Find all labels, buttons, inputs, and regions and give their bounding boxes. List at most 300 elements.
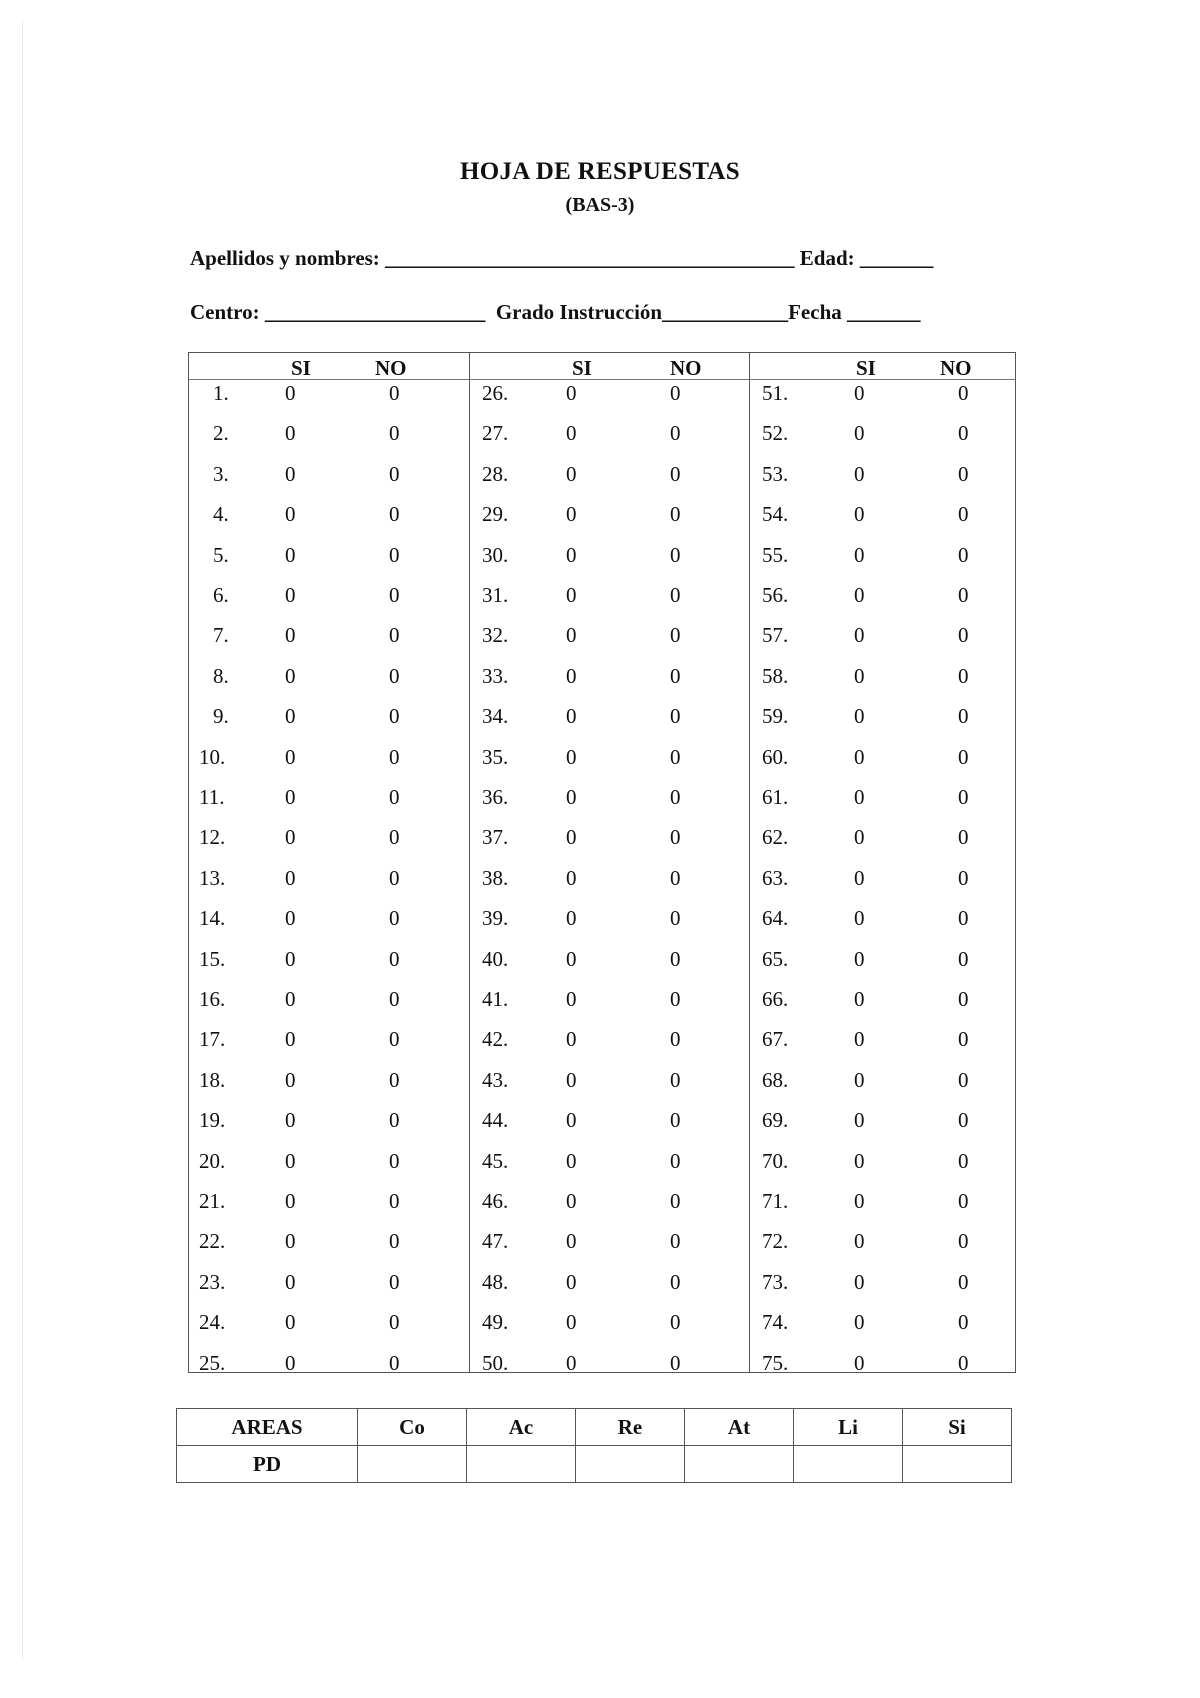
- answer-row: [750, 1066, 1018, 1094]
- answer-row: [470, 460, 750, 488]
- answer-row: [750, 621, 1018, 649]
- column-header-no: NO: [375, 356, 407, 380]
- question-number: 56.: [762, 583, 789, 607]
- answer-no-bubble[interactable]: 0: [670, 1269, 681, 1294]
- question-number: 36.: [482, 785, 509, 809]
- area-co: Co: [358, 1409, 467, 1446]
- answer-no-bubble[interactable]: 0: [670, 542, 681, 567]
- question-number: 27.: [482, 421, 509, 446]
- answer-row: [750, 1308, 1018, 1336]
- answer-row: [189, 379, 469, 407]
- answer-row: [470, 581, 750, 609]
- answer-si-bubble[interactable]: 0: [285, 663, 296, 688]
- answer-row: [470, 1227, 750, 1255]
- answer-row: [470, 904, 750, 932]
- question-number: 42.: [482, 1027, 509, 1052]
- answer-si-bubble[interactable]: 0: [285, 1310, 296, 1335]
- question-number: 52.: [762, 421, 789, 446]
- answer-no-bubble[interactable]: 0: [389, 1269, 400, 1294]
- areas-pd-row: [177, 1446, 1012, 1483]
- answer-si-bubble[interactable]: 0: [285, 785, 296, 809]
- answer-row: [189, 1227, 469, 1255]
- question-number: 9.: [213, 704, 229, 729]
- question-number: 38.: [482, 865, 509, 890]
- answer-si-bubble[interactable]: 0: [854, 421, 865, 446]
- answer-row: [189, 864, 469, 892]
- answer-row: [750, 1349, 1018, 1377]
- answer-no-bubble[interactable]: 0: [389, 865, 400, 890]
- question-number: 15.: [199, 946, 226, 971]
- answer-si-bubble[interactable]: 0: [285, 461, 296, 486]
- question-number: 23.: [199, 1269, 226, 1294]
- answer-no-bubble[interactable]: 0: [958, 987, 969, 1011]
- question-number: 22.: [199, 1229, 226, 1254]
- answer-no-bubble[interactable]: 0: [389, 1310, 400, 1335]
- answer-si-bubble[interactable]: 0: [854, 542, 865, 567]
- answer-si-bubble[interactable]: 0: [854, 785, 865, 809]
- answer-si-bubble[interactable]: 0: [285, 1108, 296, 1133]
- answer-row: [750, 581, 1018, 609]
- answer-si-bubble[interactable]: 0: [285, 1067, 296, 1092]
- answer-row: [470, 864, 750, 892]
- answer-si-bubble[interactable]: 0: [566, 1027, 577, 1052]
- question-number: 67.: [762, 1027, 789, 1052]
- answer-no-bubble[interactable]: 0: [670, 461, 681, 486]
- areas-label: AREAS: [177, 1409, 358, 1446]
- page-edge: [22, 20, 23, 1660]
- answer-row: [470, 419, 750, 447]
- answer-si-bubble[interactable]: 0: [854, 1108, 865, 1133]
- answer-no-bubble[interactable]: 0: [389, 946, 400, 971]
- answer-no-bubble[interactable]: 0: [670, 1027, 681, 1052]
- area-ac: Ac: [467, 1409, 576, 1446]
- answer-no-bubble[interactable]: 0: [958, 1189, 969, 1213]
- answer-si-bubble[interactable]: 0: [854, 906, 865, 931]
- question-number: 61.: [762, 785, 789, 809]
- answer-si-bubble[interactable]: 0: [854, 623, 865, 648]
- question-number: 33.: [482, 663, 509, 688]
- page-subtitle: (BAS-3): [565, 194, 635, 216]
- answer-no-bubble[interactable]: 0: [958, 583, 969, 607]
- question-number: 40.: [482, 946, 509, 971]
- answer-no-bubble[interactable]: 0: [670, 987, 681, 1011]
- answer-row: [470, 783, 750, 811]
- answer-si-bubble[interactable]: 0: [566, 623, 577, 648]
- answer-no-bubble[interactable]: 0: [958, 865, 969, 890]
- answer-si-bubble[interactable]: 0: [566, 865, 577, 890]
- answer-si-bubble[interactable]: 0: [566, 946, 577, 971]
- answer-no-bubble[interactable]: 0: [958, 663, 969, 688]
- answer-si-bubble[interactable]: 0: [566, 421, 577, 446]
- answer-si-bubble[interactable]: 0: [566, 583, 577, 607]
- question-number: 13.: [199, 865, 226, 890]
- answer-row: [189, 1147, 469, 1175]
- question-number: 75.: [762, 1350, 789, 1375]
- answer-si-bubble[interactable]: 0: [566, 987, 577, 1011]
- answer-row: [750, 985, 1018, 1013]
- answer-si-bubble[interactable]: 0: [854, 663, 865, 688]
- question-number: 39.: [482, 906, 509, 931]
- question-number: 46.: [482, 1189, 509, 1213]
- answer-si-bubble[interactable]: 0: [285, 987, 296, 1011]
- answer-no-bubble[interactable]: 0: [958, 623, 969, 648]
- answer-si-bubble[interactable]: 0: [566, 381, 577, 405]
- answer-row: [750, 460, 1018, 488]
- answer-row: [470, 379, 750, 407]
- column-header-no: NO: [940, 356, 972, 380]
- column-header-si: SI: [856, 356, 876, 380]
- question-number: 32.: [482, 623, 509, 648]
- answer-no-bubble[interactable]: 0: [670, 1108, 681, 1133]
- answer-si-bubble[interactable]: 0: [854, 1148, 865, 1173]
- answer-si-bubble[interactable]: 0: [854, 1067, 865, 1092]
- answer-no-bubble[interactable]: 0: [958, 421, 969, 446]
- question-number: 54.: [762, 502, 789, 527]
- answer-row: [189, 500, 469, 528]
- question-number: 6.: [213, 583, 229, 607]
- answer-row: [470, 662, 750, 690]
- answer-row: [470, 985, 750, 1013]
- question-number: 45.: [482, 1148, 509, 1173]
- answer-row: [750, 945, 1018, 973]
- answer-si-bubble[interactable]: 0: [854, 825, 865, 850]
- answer-no-bubble[interactable]: 0: [389, 1108, 400, 1133]
- question-number: 71.: [762, 1189, 789, 1213]
- answer-no-bubble[interactable]: 0: [670, 1067, 681, 1092]
- answer-no-bubble[interactable]: 0: [389, 704, 400, 729]
- answer-no-bubble[interactable]: 0: [958, 1027, 969, 1052]
- answer-row: [470, 1106, 750, 1134]
- answer-si-bubble[interactable]: 0: [566, 785, 577, 809]
- answer-column-1: [189, 353, 469, 1375]
- pd-label: PD: [177, 1446, 358, 1483]
- answer-no-bubble[interactable]: 0: [389, 1067, 400, 1092]
- question-number: 3.: [213, 461, 229, 486]
- answer-si-bubble[interactable]: 0: [566, 1350, 577, 1375]
- answer-no-bubble[interactable]: 0: [958, 1310, 969, 1335]
- question-number: 64.: [762, 906, 789, 931]
- answer-row: [189, 1187, 469, 1215]
- answer-no-bubble[interactable]: 0: [670, 502, 681, 527]
- answer-no-bubble[interactable]: 0: [958, 1148, 969, 1173]
- answer-no-bubble[interactable]: 0: [670, 825, 681, 850]
- answer-row: [470, 743, 750, 771]
- answer-row: [470, 1349, 750, 1377]
- question-number: 20.: [199, 1148, 226, 1173]
- area-li: Li: [794, 1409, 903, 1446]
- question-number: 48.: [482, 1269, 509, 1294]
- question-number: 72.: [762, 1229, 789, 1254]
- answer-no-bubble[interactable]: 0: [670, 906, 681, 931]
- answer-no-bubble[interactable]: 0: [958, 906, 969, 931]
- pd-at-input[interactable]: [685, 1446, 794, 1483]
- answer-no-bubble[interactable]: 0: [389, 1229, 400, 1254]
- answer-no-bubble[interactable]: 0: [958, 1350, 969, 1375]
- question-number: 16.: [199, 987, 226, 1011]
- question-number: 70.: [762, 1148, 789, 1173]
- answer-no-bubble[interactable]: 0: [389, 785, 400, 809]
- answer-si-bubble[interactable]: 0: [854, 987, 865, 1011]
- answer-si-bubble[interactable]: 0: [285, 381, 296, 405]
- column-header-si: SI: [291, 356, 311, 380]
- answer-row: [750, 541, 1018, 569]
- answer-no-bubble[interactable]: 0: [958, 461, 969, 486]
- answer-si-bubble[interactable]: 0: [285, 946, 296, 971]
- answer-no-bubble[interactable]: 0: [958, 1108, 969, 1133]
- answer-si-bubble[interactable]: 0: [854, 502, 865, 527]
- question-number: 69.: [762, 1108, 789, 1133]
- answer-no-bubble[interactable]: 0: [389, 825, 400, 850]
- answer-si-bubble[interactable]: 0: [285, 583, 296, 607]
- answer-no-bubble[interactable]: 0: [670, 381, 681, 405]
- answer-si-bubble[interactable]: 0: [854, 1229, 865, 1254]
- answer-si-bubble[interactable]: 0: [285, 1269, 296, 1294]
- question-number: 37.: [482, 825, 509, 850]
- answer-grid: [188, 352, 1016, 1373]
- pd-ac-input[interactable]: [467, 1446, 576, 1483]
- answer-si-bubble[interactable]: 0: [285, 744, 296, 769]
- answer-no-bubble[interactable]: 0: [958, 744, 969, 769]
- answer-si-bubble[interactable]: 0: [285, 865, 296, 890]
- question-number: 43.: [482, 1067, 509, 1092]
- answer-row: [189, 1106, 469, 1134]
- question-number: 12.: [199, 825, 226, 850]
- answer-no-bubble[interactable]: 0: [389, 1189, 400, 1213]
- answer-si-bubble[interactable]: 0: [566, 542, 577, 567]
- question-number: 7.: [213, 623, 229, 648]
- answer-si-bubble[interactable]: 0: [285, 1027, 296, 1052]
- answer-si-bubble[interactable]: 0: [854, 865, 865, 890]
- answer-no-bubble[interactable]: 0: [389, 381, 400, 405]
- answer-si-bubble[interactable]: 0: [285, 421, 296, 446]
- answer-si-bubble[interactable]: 0: [854, 1189, 865, 1213]
- answer-no-bubble[interactable]: 0: [670, 1189, 681, 1213]
- answer-si-bubble[interactable]: 0: [566, 1229, 577, 1254]
- answer-no-bubble[interactable]: 0: [958, 381, 969, 405]
- answer-no-bubble[interactable]: 0: [389, 1027, 400, 1052]
- area-at: At: [685, 1409, 794, 1446]
- answer-si-bubble[interactable]: 0: [566, 502, 577, 527]
- answer-no-bubble[interactable]: 0: [670, 421, 681, 446]
- answer-si-bubble[interactable]: 0: [285, 1189, 296, 1213]
- answer-no-bubble[interactable]: 0: [670, 1310, 681, 1335]
- question-number: 41.: [482, 987, 509, 1011]
- answer-si-bubble[interactable]: 0: [566, 663, 577, 688]
- answer-no-bubble[interactable]: 0: [958, 946, 969, 971]
- answer-si-bubble[interactable]: 0: [854, 381, 865, 405]
- answer-row: [750, 1187, 1018, 1215]
- question-number: 65.: [762, 946, 789, 971]
- answer-si-bubble[interactable]: 0: [854, 583, 865, 607]
- answer-row: [750, 702, 1018, 730]
- question-number: 10.: [199, 744, 226, 769]
- answer-no-bubble[interactable]: 0: [958, 825, 969, 850]
- question-number: 60.: [762, 744, 789, 769]
- answer-si-bubble[interactable]: 0: [566, 1269, 577, 1294]
- answer-si-bubble[interactable]: 0: [566, 1108, 577, 1133]
- answer-row: [189, 419, 469, 447]
- answer-row: [750, 1025, 1018, 1053]
- question-number: 66.: [762, 987, 789, 1011]
- answer-column-2: [469, 353, 750, 1375]
- answer-row: [750, 379, 1018, 407]
- answer-row: [189, 702, 469, 730]
- answer-no-bubble[interactable]: 0: [389, 583, 400, 607]
- answer-si-bubble[interactable]: 0: [285, 623, 296, 648]
- question-number: 8.: [213, 663, 229, 688]
- answer-no-bubble[interactable]: 0: [389, 1148, 400, 1173]
- question-number: 44.: [482, 1108, 509, 1133]
- question-number: 21.: [199, 1189, 226, 1213]
- answer-no-bubble[interactable]: 0: [670, 865, 681, 890]
- answer-row: [750, 783, 1018, 811]
- answer-row: [750, 823, 1018, 851]
- answer-no-bubble[interactable]: 0: [670, 744, 681, 769]
- question-number: 58.: [762, 663, 789, 688]
- answer-row: [189, 460, 469, 488]
- answer-no-bubble[interactable]: 0: [670, 1229, 681, 1254]
- question-number: 59.: [762, 704, 789, 729]
- question-number: 51.: [762, 381, 789, 405]
- question-number: 47.: [482, 1229, 509, 1254]
- answer-no-bubble[interactable]: 0: [958, 1229, 969, 1254]
- answer-si-bubble[interactable]: 0: [566, 1189, 577, 1213]
- answer-no-bubble[interactable]: 0: [389, 502, 400, 527]
- answer-si-bubble[interactable]: 0: [854, 744, 865, 769]
- answer-no-bubble[interactable]: 0: [670, 623, 681, 648]
- answer-no-bubble[interactable]: 0: [958, 502, 969, 527]
- question-number: 19.: [199, 1108, 226, 1133]
- answer-row: [750, 1268, 1018, 1296]
- answer-row: [189, 743, 469, 771]
- question-number: 55.: [762, 542, 789, 567]
- answer-row: [470, 1066, 750, 1094]
- answer-no-bubble[interactable]: 0: [389, 461, 400, 486]
- answer-no-bubble[interactable]: 0: [958, 785, 969, 809]
- answer-no-bubble[interactable]: 0: [670, 1148, 681, 1173]
- answer-row: [470, 541, 750, 569]
- question-number: 11.: [199, 785, 225, 809]
- answer-si-bubble[interactable]: 0: [285, 1229, 296, 1254]
- answer-no-bubble[interactable]: 0: [670, 946, 681, 971]
- question-number: 26.: [482, 381, 509, 405]
- answer-row: [189, 783, 469, 811]
- answer-si-bubble[interactable]: 0: [285, 1148, 296, 1173]
- answer-si-bubble[interactable]: 0: [566, 461, 577, 486]
- question-number: 34.: [482, 704, 509, 729]
- answer-row: [470, 500, 750, 528]
- column-header-si: SI: [572, 356, 592, 380]
- pd-si-input[interactable]: [903, 1446, 1012, 1483]
- center-grade-date-field[interactable]: Centro: _____________________ Grado Instrucción____________Fecha _______: [190, 300, 921, 324]
- answer-row: [470, 1025, 750, 1053]
- answer-no-bubble[interactable]: 0: [389, 663, 400, 688]
- column-header-no: NO: [670, 356, 702, 380]
- answer-si-bubble[interactable]: 0: [566, 1067, 577, 1092]
- answer-no-bubble[interactable]: 0: [670, 583, 681, 607]
- answer-si-bubble[interactable]: 0: [285, 542, 296, 567]
- answer-no-bubble[interactable]: 0: [958, 1067, 969, 1092]
- answer-si-bubble[interactable]: 0: [566, 704, 577, 729]
- areas-table: [176, 1408, 1012, 1483]
- question-number: 68.: [762, 1067, 789, 1092]
- question-number: 73.: [762, 1269, 789, 1294]
- pd-re-input[interactable]: [576, 1446, 685, 1483]
- answer-no-bubble[interactable]: 0: [389, 987, 400, 1011]
- answer-no-bubble[interactable]: 0: [389, 421, 400, 446]
- answer-row: [189, 1025, 469, 1053]
- page-title: HOJA DE RESPUESTAS: [459, 158, 740, 185]
- answer-row: [470, 1268, 750, 1296]
- answer-row: [750, 743, 1018, 771]
- question-number: 30.: [482, 542, 509, 567]
- answer-si-bubble[interactable]: 0: [566, 825, 577, 850]
- question-number: 50.: [482, 1350, 509, 1375]
- answer-no-bubble[interactable]: 0: [958, 542, 969, 567]
- answer-no-bubble[interactable]: 0: [958, 704, 969, 729]
- answer-si-bubble[interactable]: 0: [566, 906, 577, 931]
- answer-no-bubble[interactable]: 0: [389, 906, 400, 931]
- answer-si-bubble[interactable]: 0: [285, 906, 296, 931]
- question-number: 14.: [199, 906, 226, 931]
- answer-no-bubble[interactable]: 0: [389, 1350, 400, 1375]
- pd-co-input[interactable]: [358, 1446, 467, 1483]
- answer-no-bubble[interactable]: 0: [670, 785, 681, 809]
- answer-si-bubble[interactable]: 0: [854, 1027, 865, 1052]
- question-number: 62.: [762, 825, 789, 850]
- answer-si-bubble[interactable]: 0: [285, 502, 296, 527]
- answer-row: [470, 945, 750, 973]
- pd-li-input[interactable]: [794, 1446, 903, 1483]
- answer-si-bubble[interactable]: 0: [854, 704, 865, 729]
- question-number: 1.: [213, 381, 229, 405]
- question-number: 25.: [199, 1350, 226, 1375]
- answer-row: [470, 1308, 750, 1336]
- answer-no-bubble[interactable]: 0: [389, 623, 400, 648]
- question-number: 53.: [762, 461, 789, 486]
- answer-si-bubble[interactable]: 0: [566, 1148, 577, 1173]
- answer-no-bubble[interactable]: 0: [389, 744, 400, 769]
- name-age-field[interactable]: Apellidos y nombres: _______________________________________ Edad: _______: [190, 246, 934, 270]
- answer-si-bubble[interactable]: 0: [854, 946, 865, 971]
- area-re: Re: [576, 1409, 685, 1446]
- answer-si-bubble[interactable]: 0: [566, 744, 577, 769]
- question-number: 57.: [762, 623, 789, 648]
- answer-row: [189, 945, 469, 973]
- answer-row: [189, 1308, 469, 1336]
- answer-row: [750, 904, 1018, 932]
- answer-si-bubble[interactable]: 0: [285, 825, 296, 850]
- answer-si-bubble[interactable]: 0: [854, 1350, 865, 1375]
- answer-row: [189, 823, 469, 851]
- answer-row: [470, 823, 750, 851]
- answer-si-bubble[interactable]: 0: [854, 1269, 865, 1294]
- answer-si-bubble[interactable]: 0: [854, 461, 865, 486]
- question-number: 5.: [213, 542, 229, 567]
- answer-no-bubble[interactable]: 0: [670, 1350, 681, 1375]
- answer-si-bubble[interactable]: 0: [854, 1310, 865, 1335]
- answer-row: [750, 1147, 1018, 1175]
- answer-si-bubble[interactable]: 0: [285, 704, 296, 729]
- answer-no-bubble[interactable]: 0: [670, 663, 681, 688]
- answer-si-bubble[interactable]: 0: [566, 1310, 577, 1335]
- answer-row: [750, 1106, 1018, 1134]
- answer-row: [189, 985, 469, 1013]
- answer-no-bubble[interactable]: 0: [389, 542, 400, 567]
- answer-no-bubble[interactable]: 0: [670, 704, 681, 729]
- answer-si-bubble[interactable]: 0: [285, 1350, 296, 1375]
- answer-no-bubble[interactable]: 0: [958, 1269, 969, 1294]
